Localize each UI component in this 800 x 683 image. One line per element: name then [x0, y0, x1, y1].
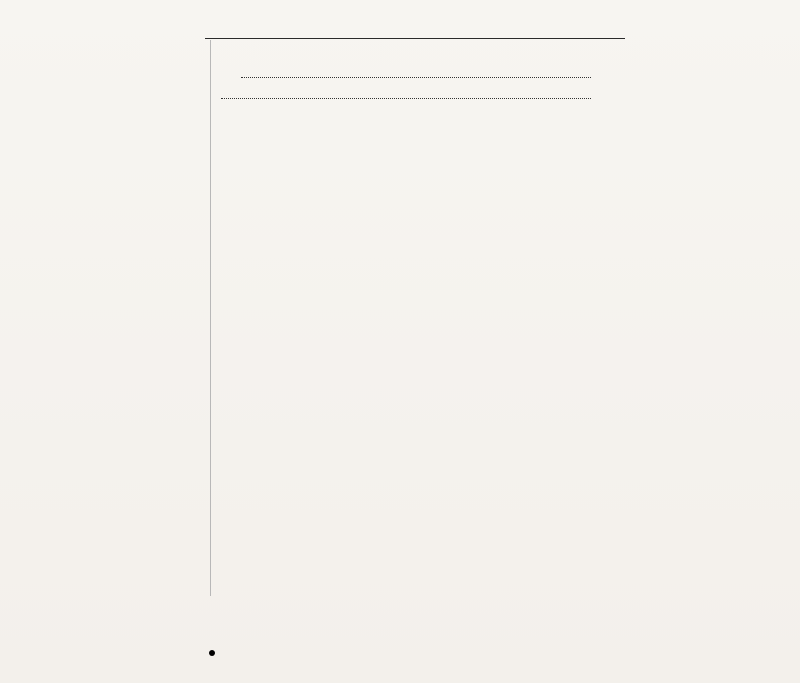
page-header [205, 10, 625, 39]
toc-entry [218, 44, 626, 63]
toc-entry [218, 84, 626, 105]
margin-rule [210, 40, 211, 596]
leader-dots [241, 63, 591, 78]
logo-swirl-icon [155, 647, 217, 669]
table-of-contents [218, 44, 626, 154]
shop-logo [155, 641, 285, 675]
section-heading-line2 [218, 132, 626, 151]
toc-entry-continuation [218, 63, 626, 84]
leader-dots [221, 84, 591, 99]
section-heading-line1 [218, 113, 626, 132]
